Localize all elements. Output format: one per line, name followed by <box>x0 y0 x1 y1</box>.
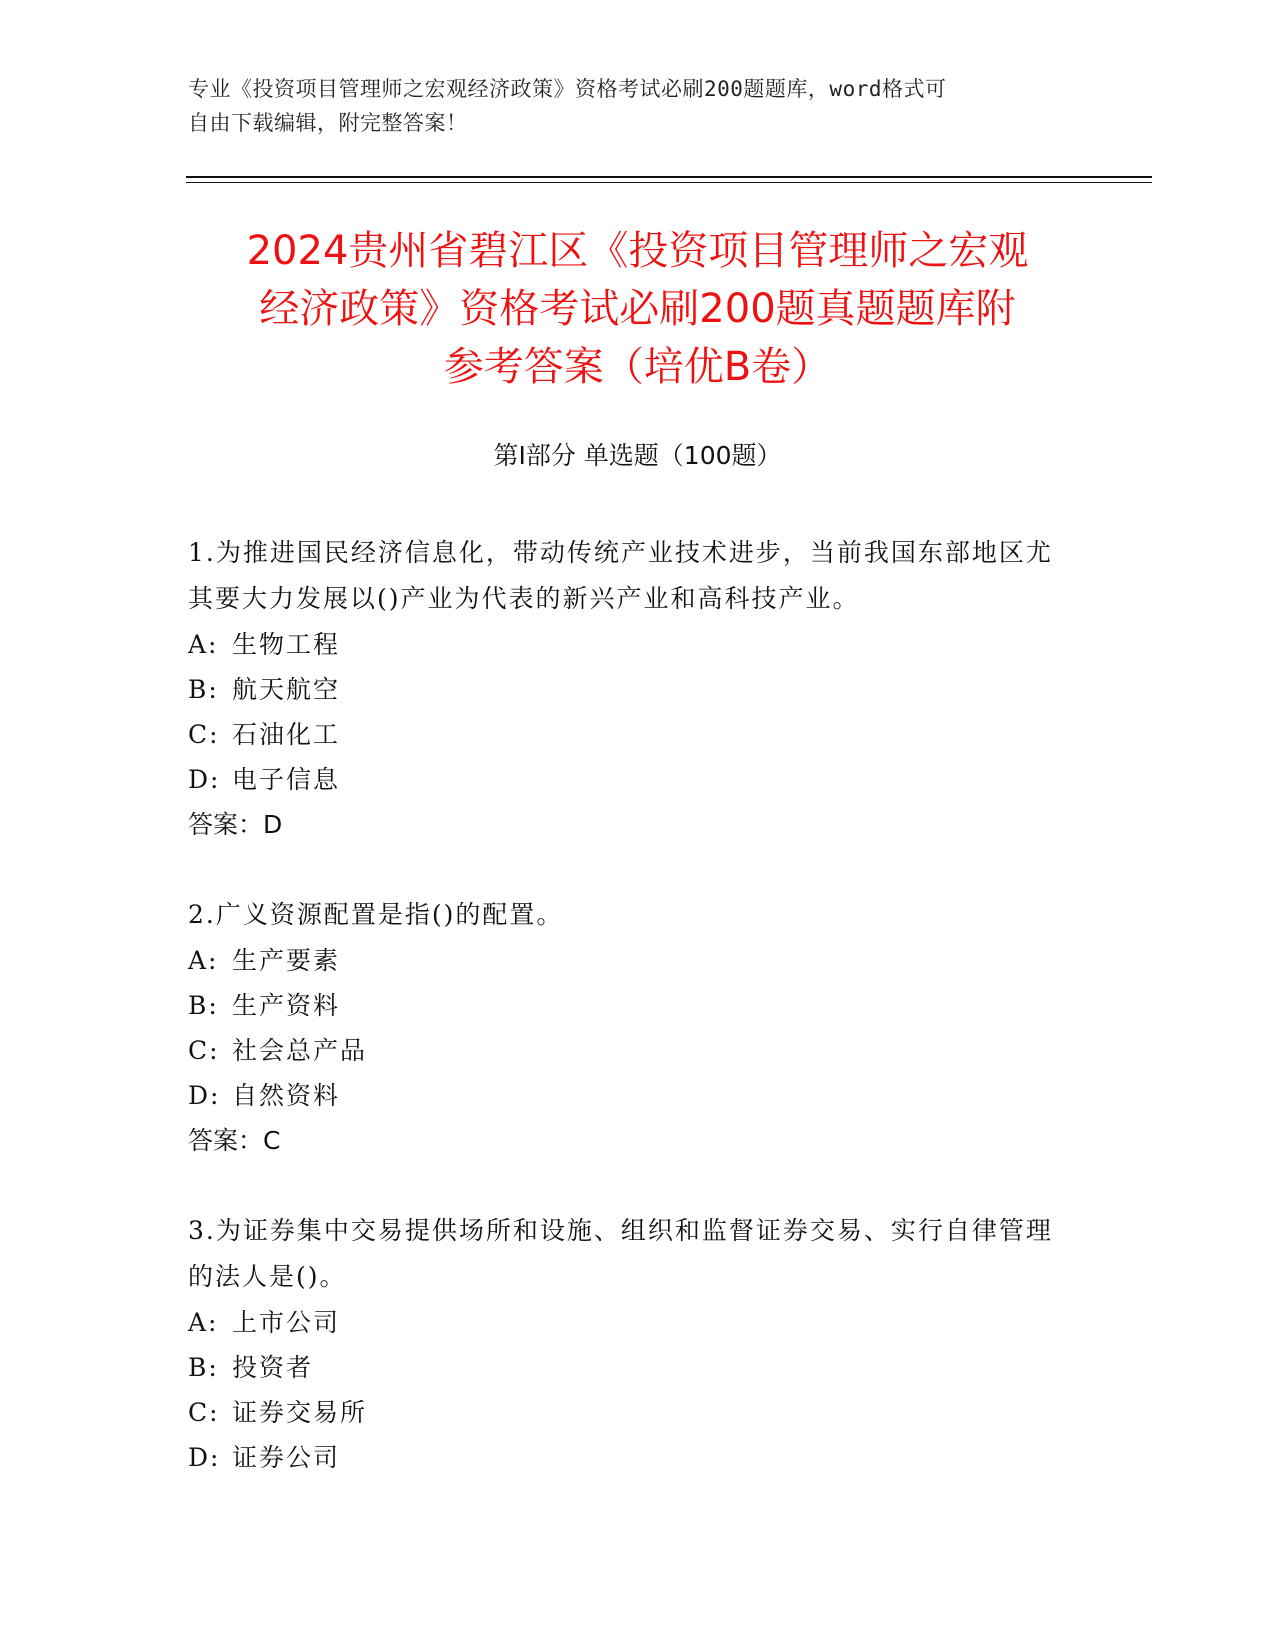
header-divider-thin <box>186 182 1152 183</box>
question-stem: 3.为证券集中交易提供场所和设施、组织和监督证券交易、实行自律管理的法人是()。 <box>188 1216 1053 1291</box>
option-b <box>188 1345 1068 1390</box>
question-stem: 1.为推进国民经济信息化，带动传统产业技术进步，当前我国东部地区尤其要大力发展以()产业为代表的新兴产业和高科技产业。 <box>188 538 1053 613</box>
option-letter: B: <box>188 1353 219 1382</box>
title-line2: 经济政策》资格考试必刷200题真题题库附 <box>259 286 1016 332</box>
option-letter: A: <box>188 946 219 975</box>
option-letter: C: <box>188 1398 220 1427</box>
option-text: 石油化工 <box>232 720 341 749</box>
answer: 答案：D <box>188 810 283 839</box>
question-1 <box>188 530 1068 848</box>
option-text: 生产要素 <box>232 946 341 975</box>
option-text: 上市公司 <box>232 1308 341 1337</box>
option-b <box>188 983 1068 1028</box>
header-divider-thick <box>186 176 1152 178</box>
document-title <box>150 222 1125 396</box>
option-d <box>188 1073 1068 1118</box>
title-line1: 2024贵州省碧江区《投资项目管理师之宏观 <box>246 228 1029 274</box>
option-letter: A: <box>188 1308 219 1337</box>
option-a <box>188 622 1068 667</box>
question-2 <box>188 892 1068 1164</box>
title-line3: 参考答案（培优B卷） <box>443 344 832 390</box>
answer: 答案：C <box>188 1126 281 1155</box>
question-3 <box>188 1208 1068 1480</box>
option-text: 证券交易所 <box>232 1398 368 1427</box>
question-stem: 2.广义资源配置是指()的配置。 <box>188 900 564 929</box>
option-letter: D: <box>188 1443 221 1472</box>
option-a <box>188 1300 1068 1345</box>
option-text: 社会总产品 <box>232 1036 368 1065</box>
option-letter: B: <box>188 991 219 1020</box>
section-title: 第I部分 单选题（100题） <box>493 441 782 470</box>
option-d <box>188 757 1068 802</box>
option-text: 航天航空 <box>232 675 341 704</box>
option-text: 电子信息 <box>232 765 341 794</box>
option-c <box>188 1390 1068 1435</box>
option-text: 证券公司 <box>232 1443 341 1472</box>
header-note <box>188 72 1088 140</box>
option-letter: D: <box>188 1081 221 1110</box>
header-note-line1: 专业《投资项目管理师之宏观经济政策》资格考试必刷200题题库，word格式可 <box>188 77 947 101</box>
option-text: 生物工程 <box>232 630 341 659</box>
option-d <box>188 1435 1068 1480</box>
question-list <box>188 530 1068 1524</box>
option-letter: D: <box>188 765 221 794</box>
option-letter: B: <box>188 675 219 704</box>
option-text: 生产资料 <box>232 991 341 1020</box>
option-letter: C: <box>188 720 220 749</box>
option-c <box>188 1028 1068 1073</box>
option-b <box>188 667 1068 712</box>
header-note-line2: 自由下载编辑，附完整答案！ <box>188 111 468 135</box>
option-a <box>188 938 1068 983</box>
option-text: 自然资料 <box>232 1081 341 1110</box>
option-text: 投资者 <box>232 1353 314 1382</box>
option-letter: C: <box>188 1036 220 1065</box>
option-c <box>188 712 1068 757</box>
option-letter: A: <box>188 630 219 659</box>
